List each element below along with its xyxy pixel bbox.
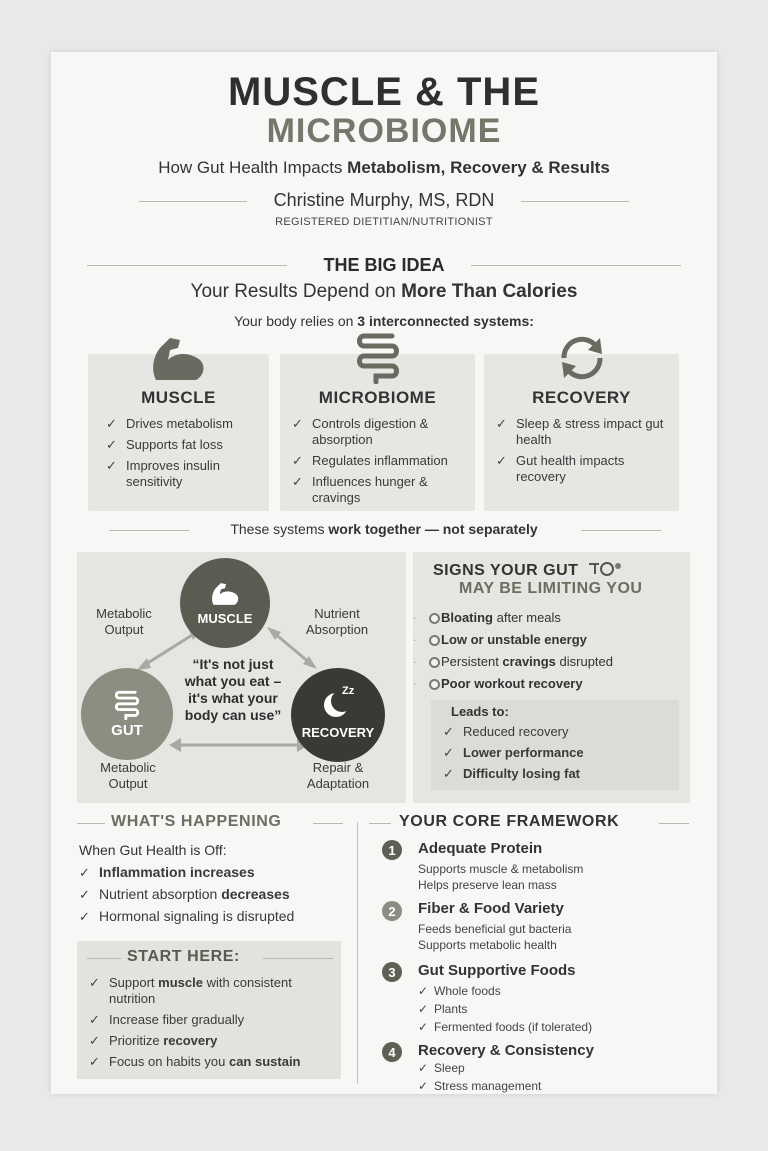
list-item [418,982,592,1000]
check-icon: ✓ [106,437,117,452]
step-number-4: 4 [382,1042,402,1062]
gut-circle-label: GUT [111,721,143,739]
list-item-text: Increase fiber gradually [109,1012,245,1027]
infographic-sheet [51,52,717,1094]
divider [313,823,343,824]
recovery-checklist [496,416,674,490]
check-icon: ✓ [292,453,303,468]
recovery-card-title: RECOVERY [532,388,631,407]
list-item [413,632,683,648]
gut-bacteria-icon [583,560,623,578]
step-number-3: 3 [382,962,402,982]
list-item-text: Gut health impacts recovery [516,453,625,484]
together-plain: These systems [230,521,329,537]
subtitle [51,158,717,178]
microbiome-card-title: MICROBIOME [318,388,437,407]
whats-happening-intro: When Gut Health is Off: [79,842,227,858]
list-item [443,724,673,740]
list-item-text: after meals [493,610,561,625]
step-line: Supports metabolic health [418,938,557,952]
muscle-icon [208,581,242,607]
together-bold: work together — not separately [328,521,538,537]
check-icon: ✓ [496,453,507,468]
list-item-bold: recovery [163,1033,218,1048]
check-icon: ✓ [292,474,303,489]
list-item [418,1077,541,1095]
list-item [79,908,349,925]
list-item-text: Persistent [441,654,503,669]
list-item-text: Sleep [434,1061,465,1075]
signs-list [413,610,683,698]
check-icon: ✓ [79,865,90,880]
check-icon: ✓ [418,1079,429,1093]
step-title-2: Fiber & Food Variety [418,900,564,917]
list-item-text: Reduced recovery [463,724,569,739]
label-metabolic-output-top: Metabolic Output [96,606,152,637]
bullet-mark: · [413,613,417,624]
leads-to-label: Leads to: [451,704,509,719]
check-icon: ✓ [106,416,117,431]
check-icon: ✓ [418,1002,429,1016]
list-item [443,745,673,761]
intestine-icon [113,690,141,720]
check-icon: ✓ [443,745,454,760]
check-icon: ✓ [89,975,100,990]
author-name: Christine Murphy, MS, RDN [273,190,495,210]
signs-title-text: SIGNS YOUR GUT [433,562,579,579]
muscle-circle [180,558,270,648]
list-item [106,437,264,453]
zz-label: Zz [342,684,355,697]
list-item-text: Focus on habits you [109,1054,229,1069]
relies-bold: 3 interconnected systems: [357,313,534,329]
list-item-text: Support [109,975,159,990]
center-quote: “It's not just what you eat – it's what your body can use” [184,656,282,723]
microbiome-checklist [292,416,470,511]
recovery-circle [291,668,385,762]
list-item-text: Difficulty losing fat [463,766,580,781]
list-item [79,886,349,903]
list-item-text: Improves insulin sensitivity [126,458,220,489]
list-item-text: Nutrient absorption [99,886,222,902]
list-item-text: with consistent nutrition [109,975,292,1006]
list-item-bold: Inflammation increases [99,864,255,880]
list-item [443,766,673,782]
check-icon: ✓ [292,416,303,431]
check-icon: ✓ [418,1020,429,1034]
check-icon: ✓ [89,1033,100,1048]
list-item [413,610,683,626]
list-item-text: Fermented foods (if tolerated) [434,1020,593,1034]
divider [659,823,689,824]
bullet-dot-icon [429,613,440,624]
start-here-box [77,941,341,1079]
list-item [292,453,470,469]
cycle-panel [77,552,406,803]
bullet-dot-icon [429,657,440,668]
leads-to-list [443,724,673,787]
list-item-bold: cravings [502,654,556,669]
list-item-text: Stress management [434,1079,542,1093]
step-3-list [418,982,592,1036]
list-item-text: Drives metabolism [126,416,233,431]
divider [369,823,391,824]
whats-happening-list [79,864,349,930]
list-item [292,474,470,506]
list-item-text: Hormonal signaling is disrupted [99,908,295,924]
muscle-circle-label: MUSCLE [197,610,253,626]
muscle-icon [146,334,210,389]
list-item [89,975,335,1007]
step-title-4: Recovery & Consistency [418,1042,594,1059]
list-item-bold: Poor workout recovery [441,676,583,691]
step-number-1: 1 [382,840,402,860]
list-item-text: Regulates inflammation [312,453,448,468]
list-item-bold: can sustain [228,1054,301,1069]
list-item-text: Prioritize [109,1033,164,1048]
moon-icon [318,684,358,721]
big-idea-heading: THE BIG IDEA [323,255,445,275]
list-item-bold: muscle [158,975,203,990]
step-line: Supports muscle & metabolism [418,862,584,876]
list-item-text: Lower performance [463,745,584,760]
label-repair-adaptation: Repair & Adaptation [306,760,370,791]
results-plain: Your Results Depend on [190,281,402,302]
results-line [51,281,717,303]
gut-circle [81,668,173,760]
framework-heading: YOUR CORE FRAMEWORK [399,813,620,830]
list-item [89,1054,335,1070]
label-metabolic-output-bottom: Metabolic Output [100,760,156,791]
step-title-3: Gut Supportive Foods [418,962,576,979]
whats-happening-heading: WHAT'S HAPPENING [111,813,282,830]
muscle-checklist [106,416,264,495]
list-item-bold: Bloating [441,610,493,625]
start-here-list [89,975,335,1075]
bullet-dot-icon [429,679,440,690]
step-title-1: Adequate Protein [418,840,543,857]
check-icon: ✓ [89,1012,100,1027]
check-icon: ✓ [79,909,90,924]
list-item-text: Sleep & stress impact gut health [516,416,664,447]
bullet-mark: · [413,635,417,646]
signs-title-line1 [433,560,623,580]
list-item-bold: Low or unstable energy [441,632,587,647]
list-item [106,458,264,490]
list-item [292,416,470,448]
list-item [413,654,683,670]
list-item-text: Influences hunger & cravings [312,474,428,505]
column-divider [357,822,358,1084]
list-item-text: disrupted [555,654,613,669]
check-icon: ✓ [443,724,454,739]
signs-panel [413,552,690,803]
list-item [413,676,683,692]
list-item-text: Whole foods [434,984,501,998]
together-line [51,521,717,537]
list-item [418,1000,592,1018]
leads-to-box [431,700,679,790]
list-item-bold: decreases [221,886,290,902]
bullet-mark: · [413,657,417,668]
check-icon: ✓ [79,887,90,902]
label-nutrient-absorption: Nutrient Absorption [305,606,369,637]
check-icon: ✓ [443,766,454,781]
list-item-text: Controls digestion & absorption [312,416,429,447]
list-item [79,864,349,881]
signs-title-line2: MAY BE LIMITING YOU [459,580,643,597]
step-line: Helps preserve lean mass [418,878,557,892]
intestine-icon [356,332,400,389]
recovery-card [484,354,679,511]
list-item [418,1018,592,1036]
check-icon: ✓ [89,1054,100,1069]
check-icon: ✓ [418,1061,429,1075]
muscle-card-title: MUSCLE [141,388,216,407]
check-icon: ✓ [106,458,117,473]
author-role: REGISTERED DIETITIAN/NUTRITIONIST [275,216,493,228]
list-item [89,1012,335,1028]
relies-line [51,313,717,329]
bullet-dot-icon [429,635,440,646]
list-item [106,416,264,432]
microbiome-card [280,354,475,511]
step-4-list [418,1059,541,1095]
list-item [496,453,674,485]
results-bold: More Than Calories [401,281,578,302]
divider [87,958,121,959]
start-here-heading: START HERE: [127,948,240,965]
divider [77,823,105,824]
muscle-card [88,354,269,511]
subtitle-bold: Metabolism, Recovery & Results [347,158,610,177]
list-item [418,1059,541,1077]
title-line2: MICROBIOME [266,112,502,150]
step-number-2: 2 [382,901,402,921]
check-icon: ✓ [496,416,507,431]
title-line1: MUSCLE & THE [228,70,540,114]
recovery-circle-label: RECOVERY [301,724,375,740]
subtitle-plain: How Gut Health Impacts [158,158,348,177]
list-item [89,1033,335,1049]
list-item-text: Plants [434,1002,468,1016]
divider [263,958,333,959]
list-item [496,416,674,448]
cycle-arrows-icon [554,332,610,389]
list-item-text: Supports fat loss [126,437,223,452]
bullet-mark: · [413,679,417,690]
step-line: Feeds beneficial gut bacteria [418,922,572,936]
check-icon: ✓ [418,984,429,998]
relies-plain: Your body relies on [234,313,358,329]
